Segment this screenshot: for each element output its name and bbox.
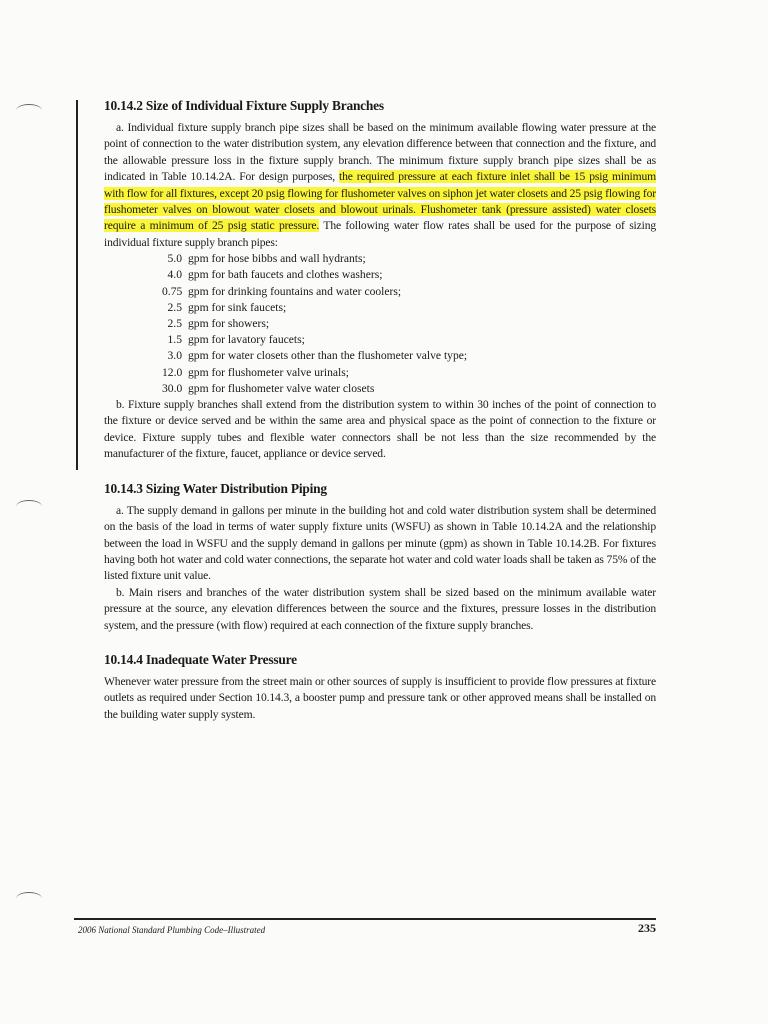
rate-desc: gpm for lavatory faucets;: [188, 333, 305, 347]
list-item: [162, 332, 656, 348]
rate-desc: gpm for flushometer valve water closets: [188, 381, 375, 395]
section-10-14-3: [104, 481, 656, 634]
list-item: [162, 381, 656, 397]
list-item: [162, 365, 656, 381]
list-item: [162, 316, 656, 332]
punch-hole-mark: [16, 500, 42, 513]
punch-hole-mark: [16, 892, 42, 905]
list-item: [162, 284, 656, 300]
section-heading: 10.14.4 Inadequate Water Pressure: [104, 651, 297, 667]
paragraph-a: [104, 120, 656, 251]
paragraph-text: a. Individual fixture supply branch pipe sizes shall be based on the minimum available flowing water pressure at the point of connection to the water distribution system, any elevation difference between that connection and the fixture, and the allowable pressure loss in the fixture supply branch. The minimum fixture supply branch pipe sizes shall be as indicated in Table 10.14.2A. For design purposes,: [104, 121, 656, 184]
rate-value: 30.0: [162, 381, 183, 395]
punch-hole-mark: [16, 104, 42, 117]
section-10-14-4: [104, 652, 656, 723]
flow-rate-list: [162, 251, 656, 397]
rate-desc: gpm for bath faucets and clothes washers;: [188, 268, 383, 282]
rate-desc: gpm for water closets other than the flushometer valve type;: [188, 349, 468, 363]
revision-change-bar: [76, 100, 78, 470]
paragraph-b: b. Main risers and branches of the water distribution system shall be sized based on the minimum available water pressure at the source, any elevation differences between the source and the fixtures, pressure losses in the distribution system, and the pressure (with flow) required at each connection of the fixture supply branches.: [104, 585, 656, 632]
footer-rule: [74, 918, 656, 920]
section-10-14-2: [104, 98, 656, 463]
section-heading: 10.14.3 Sizing Water Distribution Piping: [104, 480, 327, 496]
paragraph-b: b. Fixture supply branches shall extend from the distribution system to within 30 inches of the point of connection to the fixture or device served and be within the same area and physical space as the point of connection to the fixture or device. Fixture supply tubes and flexible water connectors shall be not less than the size recommended by the manufacturer of the fixture, faucet, appliance or device served.: [104, 398, 656, 461]
page-number: 235: [638, 921, 656, 935]
rate-desc: gpm for showers;: [188, 317, 270, 331]
rate-value: 12.0: [162, 365, 183, 379]
rate-value: 5.0: [167, 252, 182, 266]
rate-value: 0.75: [162, 284, 183, 298]
list-item: [162, 267, 656, 283]
rate-desc: gpm for drinking fountains and water coolers;: [188, 284, 402, 298]
rate-value: 2.5: [167, 300, 182, 314]
rate-value: 1.5: [167, 333, 182, 347]
list-item: [162, 251, 656, 267]
rate-desc: gpm for flushometer valve urinals;: [188, 365, 349, 379]
list-item: [162, 300, 656, 316]
paragraph-body: Whenever water pressure from the street main or other sources of supply is insufficient to provide flow pressures at fixture outlets as required under Section 10.14.3, a booster pump and pressure tank or other approved means shall be installed on the building water supply system.: [104, 674, 656, 721]
footer-title: 2006 National Standard Plumbing Code–Illustrated: [78, 925, 266, 935]
section-heading: 10.14.2 Size of Individual Fixture Supply Branches: [104, 98, 384, 113]
rate-value: 3.0: [167, 349, 182, 363]
paragraph-text: The following water flow rates shall be used for the purpose of sizing individual fixture supply branch pipes:: [104, 219, 656, 249]
rate-value: 4.0: [167, 268, 182, 282]
document-body: [104, 98, 656, 741]
rate-value: 2.5: [167, 317, 182, 331]
highlighted-text: the required pressure at each fixture inlet shall be 15 psig minimum with flow for all fixtures, except 20 psig flowing for flushometer valves on siphon jet water closets and 25 psig flowing for flushometer valves on blowout water closets and blowout urinals. Flushometer tank (pressure assisted) water closets require a minimum of 25 psig static pressure.: [104, 170, 656, 233]
rate-desc: gpm for sink faucets;: [188, 300, 287, 314]
paragraph-a: a. The supply demand in gallons per minute in the building hot and cold water distribution system shall be determined on the basis of the load in terms of water supply fixture units (WSFU) as shown in Table 10.14.2A and the relationship between the load in WSFU and the supply demand in gallons per minute (gpm) as shown in Table 10.14.2B. For fixtures having both hot water and cold water connections, the separate hot water and cold water loads shall be taken as 75% of the listed fixture unit value.: [104, 503, 656, 583]
list-item: [162, 348, 656, 364]
rate-desc: gpm for hose bibbs and wall hydrants;: [188, 252, 366, 266]
